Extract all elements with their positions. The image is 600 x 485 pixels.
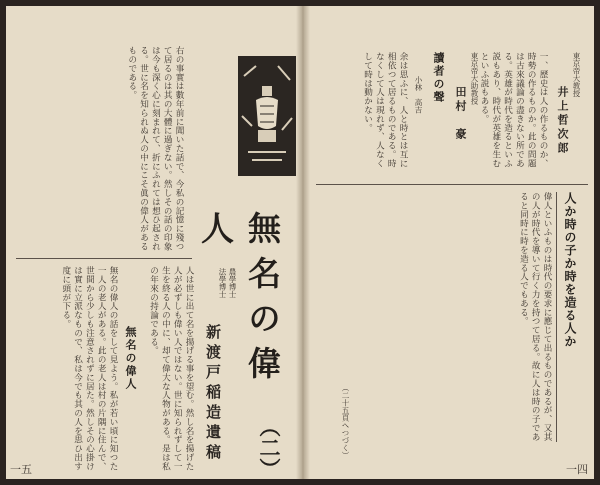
poem-author: 小林 高吉 <box>414 76 423 114</box>
left-page-divider <box>16 258 192 259</box>
left-page <box>6 6 296 479</box>
left-body-bottom-left: 無名の偉人の話をして見よう。私が若い頃に知つた一人の老人がある。此の老人は村の片隅に住んで、世間から少しも注意されずに居た。然しその心掛けは實に立派なもので、私は今でも其の人を思ひ出す度に頭が下る。 <box>60 266 118 471</box>
right-top-text: 一、歷史は人の作るものか、時勢の作るものか。此の問題は古來議論の盡きない所である。英雄が時代を造るといふ説もあり、時代が英雄を生むといふ説もある。 <box>479 52 548 168</box>
article-author: 新渡戸稲造遺稿 <box>204 324 222 464</box>
magazine-spread <box>6 6 594 479</box>
lamp-icon <box>238 56 296 176</box>
right-page-divider <box>316 184 588 185</box>
headline-rule <box>556 192 557 442</box>
book-gutter <box>296 6 310 479</box>
byline-name: 井上哲次郎 <box>556 86 569 156</box>
author-credit-1: 農學博士 <box>228 268 237 298</box>
right-page <box>310 6 594 479</box>
left-body-top: 右の事實は數年前に聞いた話で、今私の記憶に殘つて居るのは其の大體に過ぎない。然しその話の印象は今も深く心に刻まれて、折にふれては想ひ起される。世に名を知られぬ人の中にこそ眞の偉人があるものである。 <box>126 46 184 251</box>
author-credit-2: 法學博士 <box>218 268 227 298</box>
woodcut-illustration <box>238 56 296 176</box>
page-number-left: 一五 <box>10 463 32 476</box>
second-author-name: 田村 豪 <box>454 86 467 142</box>
left-body-bottom-right: 人は世に出て名を揚げる事を望む。然し名を揚げた人が必ずしも偉い人ではない。世に知られずして一生を終る人の中に、却て偉大な人物がある。是は私の年來の持論である。 <box>148 266 194 471</box>
byline-credit: 東京帝大教授 <box>572 52 581 97</box>
poem-heading: 讀者の聲 <box>432 52 445 104</box>
right-middle-text: 余は思ふに、人と時とは互に相依つて居るものである。時なくして人は現れず、人なくして時は動かない。 <box>362 52 408 168</box>
article-headline: 人か時の子か時を造る人か <box>563 192 577 348</box>
page-number-right: 一四 <box>566 463 588 476</box>
second-credit: 東京帝大助教授 <box>470 52 479 105</box>
right-bottom-text: 偉人といふものは時代の要求に應じて出るものであるが、又其の人が時代を導いて行く力を持つて居る。故に人は時の子であると同時に時を造る人でもある。 <box>518 192 552 442</box>
section-heading: 無名の偉人 <box>124 326 137 391</box>
continued-note: （二十五頁へつづく） <box>341 384 350 459</box>
article-title: 無名の偉人 <box>196 211 282 391</box>
article-title-number: （二） <box>257 416 281 479</box>
